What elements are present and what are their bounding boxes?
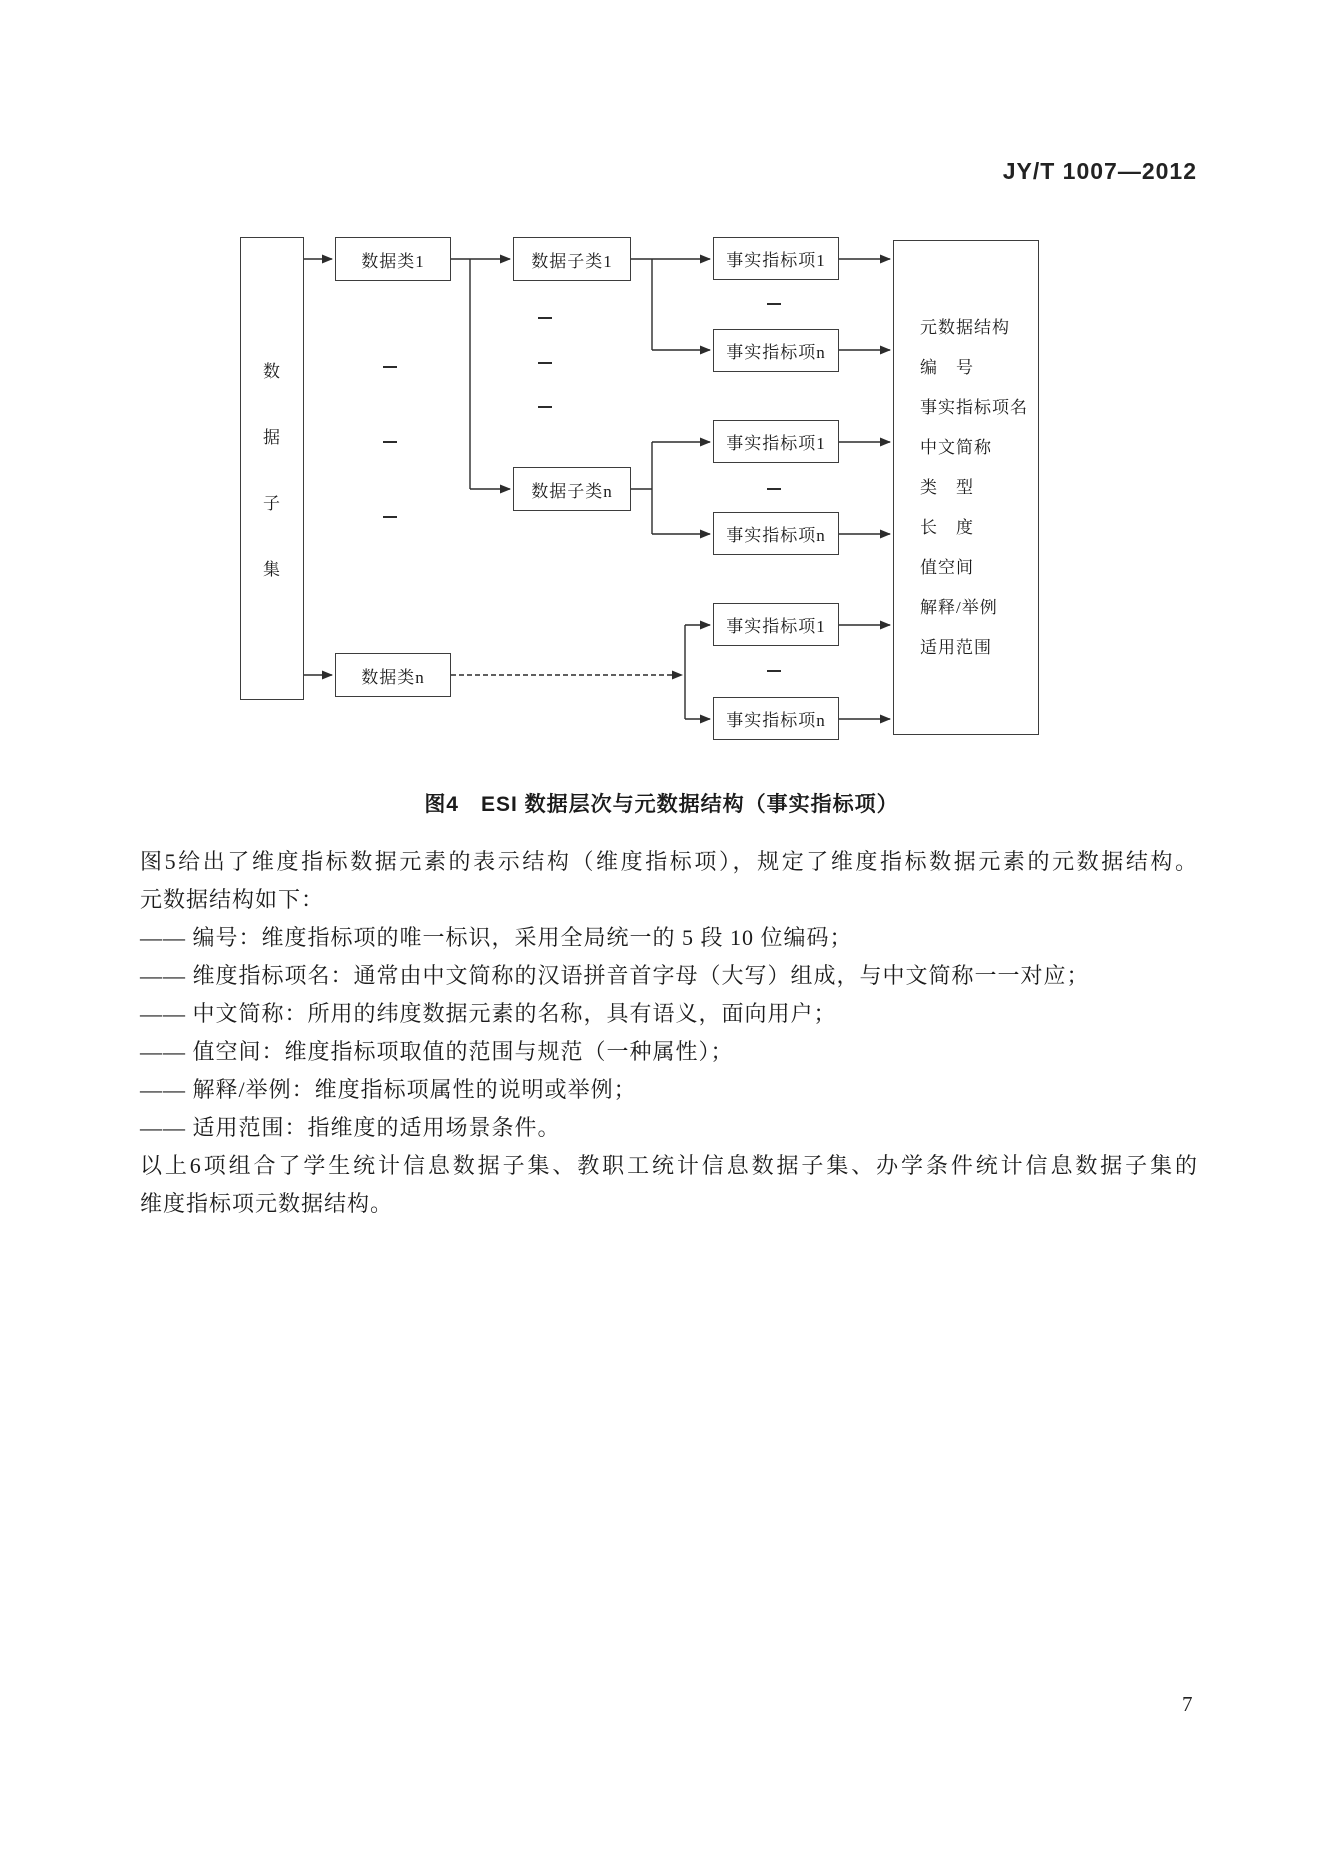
paragraph-line: 元数据结构如下： bbox=[140, 887, 325, 912]
metadata-field: 元数据结构 bbox=[920, 318, 1010, 337]
dataset-box bbox=[240, 237, 304, 700]
body-text bbox=[140, 843, 1198, 1223]
page-number: 7 bbox=[1182, 1692, 1193, 1716]
dataset-char: 数 bbox=[263, 362, 281, 381]
paragraph-line: 以上6项组合了学生统计信息数据子集、教职工统计信息数据子集、办学条件统计信息数据子集的 bbox=[140, 1153, 1198, 1178]
ellipsis-dash bbox=[767, 488, 781, 490]
fact-indicator-n-box: 事实指标项n bbox=[713, 329, 839, 372]
fact-indicator-1-box: 事实指标项1 bbox=[713, 237, 839, 280]
standard-number: JY/T 1007—2012 bbox=[1002, 158, 1197, 184]
metadata-field: 事实指标项名 bbox=[920, 398, 1028, 417]
list-item: —— 编号：维度指标项的唯一标识，采用全局统一的 5 段 10 位编码； bbox=[140, 925, 853, 950]
metadata-field: 类 型 bbox=[920, 478, 974, 497]
data-subclass-n-box: 数据子类n bbox=[513, 467, 631, 511]
metadata-field: 解释/举例 bbox=[920, 598, 998, 617]
data-class-n-box: 数据类n bbox=[335, 653, 451, 697]
figure4-diagram bbox=[0, 0, 1323, 780]
list-item: —— 维度指标项名：通常由中文简称的汉语拼音首字母（大写）组成，与中文简称一一对应； bbox=[140, 963, 1090, 988]
ellipsis-dash bbox=[383, 441, 397, 443]
metadata-field: 值空间 bbox=[920, 558, 974, 577]
connector-arrows bbox=[0, 0, 1323, 780]
ellipsis-dash bbox=[383, 516, 397, 518]
dataset-char: 集 bbox=[263, 560, 281, 579]
metadata-structure-box bbox=[893, 240, 1039, 735]
ellipsis-dash bbox=[538, 406, 552, 408]
data-class-1-box: 数据类1 bbox=[335, 237, 451, 281]
figure-caption: 图4 ESI 数据层次与元数据结构（事实指标项） bbox=[424, 793, 899, 816]
fact-indicator-1-box: 事实指标项1 bbox=[713, 603, 839, 646]
ellipsis-dash bbox=[538, 362, 552, 364]
list-item: —— 适用范围：指维度的适用场景条件。 bbox=[140, 1115, 561, 1140]
dataset-char: 据 bbox=[263, 428, 281, 447]
dataset-char: 子 bbox=[263, 494, 281, 513]
ellipsis-dash bbox=[383, 366, 397, 368]
fact-indicator-n-box: 事实指标项n bbox=[713, 697, 839, 740]
fact-indicator-1-box: 事实指标项1 bbox=[713, 420, 839, 463]
ellipsis-dash bbox=[767, 670, 781, 672]
paragraph-line: 维度指标项元数据结构。 bbox=[140, 1191, 394, 1216]
ellipsis-dash bbox=[767, 303, 781, 305]
metadata-field: 编 号 bbox=[920, 358, 974, 377]
paragraph-line: 图5给出了维度指标数据元素的表示结构（维度指标项），规定了维度指标数据元素的元数据结构。 bbox=[140, 849, 1198, 874]
metadata-field: 中文简称 bbox=[920, 438, 992, 457]
ellipsis-dash bbox=[538, 317, 552, 319]
metadata-field: 长 度 bbox=[920, 518, 974, 537]
data-subclass-1-box: 数据子类1 bbox=[513, 237, 631, 281]
list-item: —— 中文简称：所用的纬度数据元素的名称，具有语义，面向用户； bbox=[140, 1001, 837, 1026]
list-item: —— 解释/举例：维度指标项属性的说明或举例； bbox=[140, 1077, 637, 1102]
metadata-field: 适用范围 bbox=[920, 638, 992, 657]
list-item: —— 值空间：维度指标项取值的范围与规范（一种属性）； bbox=[140, 1039, 734, 1064]
fact-indicator-n-box: 事实指标项n bbox=[713, 512, 839, 555]
